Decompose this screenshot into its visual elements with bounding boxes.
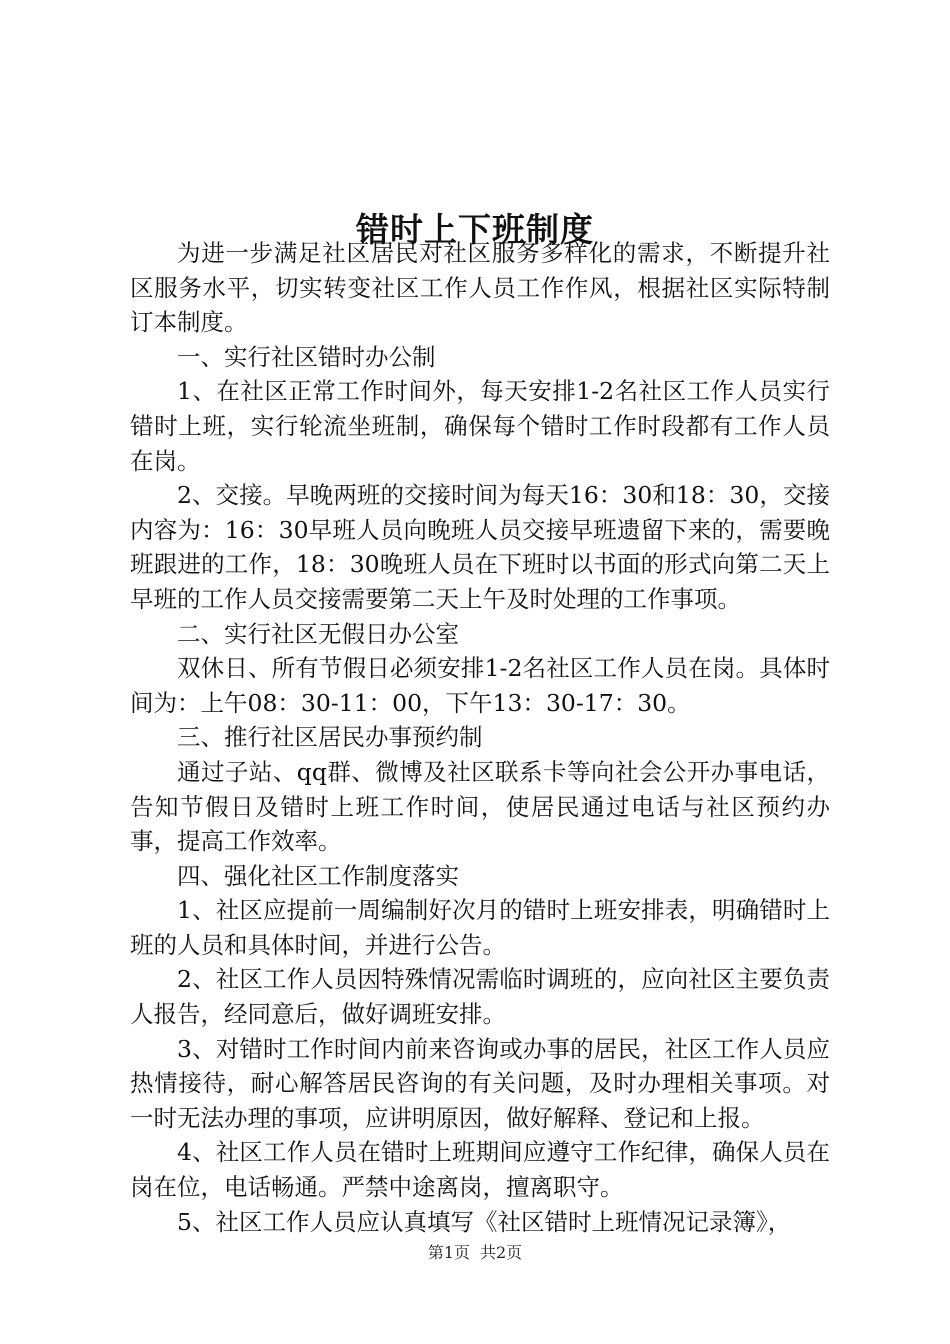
section-4-item-2: 2、社区工作人员因特殊情况需临时调班的，应向社区主要负责人报告，经同意后，做好调班安排。 [130,965,830,1029]
intro-paragraph: 为进一步满足社区居民对社区服务多样化的需求，不断提升社区服务水平，切实转变社区工作人员工作作风，根据社区实际特制订本制度。 [130,239,830,337]
section-2-paragraph: 双休日、所有节假日必须安排1-2名社区工作人员在岗。具体时间为：上午08：30-11：00，下午13：30-17：30。 [130,654,830,717]
page-total: 共2页 [480,1243,523,1262]
section-4-item-1: 1、社区应提前一周编制好次月的错时上班安排表，明确错时上班的人员和具体时间，并进行公告。 [130,896,830,959]
document-body [130,236,830,1239]
section-heading-3: 三、推行社区居民办事预约制 [177,723,483,752]
section-3-paragraph: 通过子站、qq群、微博及社区联系卡等向社会公开办事电话，告知节假日及错时上班工作时间，使居民通过电话与社区预约办事，提高工作效率。 [130,757,830,856]
section-4-item-4: 4、社区工作人员在错时上班期间应遵守工作纪律，确保人员在岗在位，电话畅通。严禁中途离岗，擅离职守。 [130,1138,830,1202]
section-4-item-3: 3、对错时工作时间内前来咨询或办事的居民，社区工作人员应热情接待，耐心解答居民咨询的有关问题，及时办理相关事项。对一时无法办理的事项，应讲明原因，做好解释、登记和上报。 [130,1034,830,1132]
section-heading-1: 一、实行社区错时办公制 [177,342,436,371]
document-title: 错时上下班制度 [356,210,594,250]
section-1-item-1: 1、在社区正常工作时间外，每天安排1-2名社区工作人员实行错时上班，实行轮流坐班制，确保每个错时工作时段都有工作人员在岗。 [130,377,830,475]
section-heading-2: 二、实行社区无假日办公室 [177,619,459,648]
section-heading-4: 四、强化社区工作制度落实 [177,861,459,890]
section-4-item-5: 5、社区工作人员应认真填写《社区错时上班情况记录簿》， [177,1207,792,1236]
page-footer [0,1242,950,1264]
page-number: 第1页 [427,1243,470,1262]
section-1-item-2: 2、交接。早晚两班的交接时间为每天16：30和18：30，交接内容为：16：30早班人员向晚班人员交接早班遗留下来的，需要晚班跟进的工作，18：30晚班人员在下班时以书面的形式向第二天上早班的工作人员交接需要第二天上午及时处理的工作事项。 [130,481,830,613]
